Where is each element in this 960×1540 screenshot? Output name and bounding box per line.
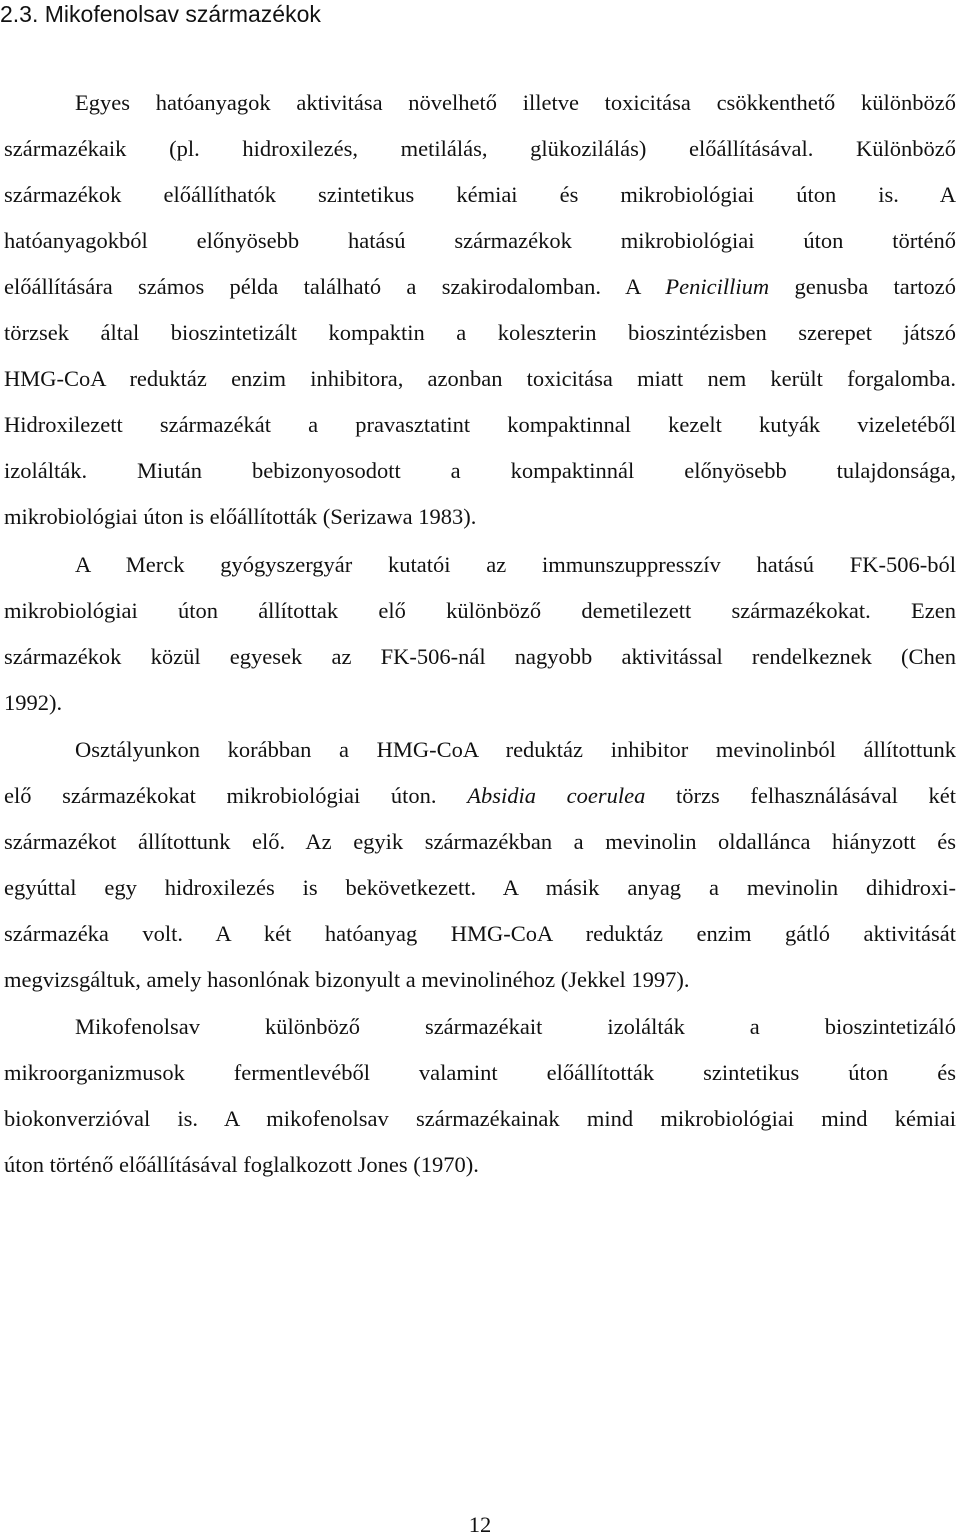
line-text-after-italic: genusba tartozó — [769, 274, 956, 299]
paragraph-1-line-10: mikrobiológiai úton is előállították (Serizawa 1983). — [4, 504, 477, 529]
paragraph-3-line-6: megvizsgáltuk, amely hasonlónak bizonyult a mevinolinéhoz (Jekkel 1997). — [4, 967, 690, 992]
italic-genus-name: Penicillium — [665, 274, 770, 299]
paragraph-2-line-1: A Merck gyógyszergyár kutatói az immunszuppresszív hatású FK-506-ból — [75, 552, 956, 577]
page-number: 12 — [468, 1512, 492, 1537]
paragraph-4-line-4: úton történő előállításával foglalkozott Jones (1970). — [4, 1152, 479, 1177]
paragraph-3-line-1: Osztályunkon korábban a HMG-CoA reduktáz inhibitor mevinolinból állítottunk — [75, 737, 956, 762]
paragraph-1-line-5 — [4, 272, 956, 302]
paragraph-2-line-4: 1992). — [4, 690, 63, 715]
paragraph-1-line-3: származékok előállíthatók szintetikus kémiai és mikrobiológiai úton is. A — [4, 182, 956, 207]
paragraph-2-line-3: származékok közül egyesek az FK-506-nál nagyobb aktivitással rendelkeznek (Chen — [4, 644, 956, 669]
paragraph-4-line-2: mikroorganizmusok fermentlevéből valamint előállították szintetikus úton és — [4, 1060, 956, 1085]
paragraph-3-line-2 — [4, 781, 956, 811]
paragraph-2-line-2: mikrobiológiai úton állítottak elő különböző demetilezett származékokat. Ezen — [4, 598, 956, 623]
paragraph-4-line-3: biokonverzióval is. A mikofenolsav származékainak mind mikrobiológiai mind kémiai — [4, 1106, 956, 1131]
paragraph-1-line-7: HMG-CoA reduktáz enzim inhibitora, azonban toxicitása miatt nem került forgalomba. — [4, 366, 956, 391]
paragraph-1-line-4: hatóanyagokból előnyösebb hatású származékok mikrobiológiai úton történő — [4, 228, 956, 253]
paragraph-1-line-2: származékaik (pl. hidroxilezés, metilálás, glükozilálás) előállításával. Különböző — [4, 136, 956, 161]
paragraph-1-line-9: izolálták. Miután bebizonyosodott a kompaktinnál előnyösebb tulajdonsága, — [4, 458, 956, 483]
line-text-after-italic: törzs felhasználásával két — [645, 783, 956, 808]
line-text-before-italic: elő származékokat mikrobiológiai úton. — [4, 783, 468, 808]
paragraph-1-line-1: Egyes hatóanyagok aktivitása növelhető illetve toxicitása csökkenthető különböző — [75, 90, 956, 115]
paragraph-3-line-4: egyúttal egy hidroxilezés is bekövetkezett. A másik anyag a mevinolin dihidroxi- — [4, 875, 956, 900]
paragraph-3-line-3: származékot állítottunk elő. Az egyik származékban a mevinolin oldallánca hiányzott és — [4, 829, 956, 854]
paragraph-1-line-6: törzsek által bioszintetizált kompaktin a koleszterin bioszintézisben szerepet játszó — [4, 320, 956, 345]
line-text-before-italic: előállítására számos példa található a szakirodalomban. A — [4, 274, 666, 299]
section-heading: 2.3. Mikofenolsav származékok — [0, 1, 321, 27]
italic-species-name: Absidia coerulea — [467, 783, 646, 808]
paragraph-3-line-5: származéka volt. A két hatóanyag HMG-CoA reduktáz enzim gátló aktivitását — [4, 921, 956, 946]
paragraph-4-line-1: Mikofenolsav különböző származékait izolálták a bioszintetizáló — [75, 1014, 956, 1039]
paragraph-1-line-8: Hidroxilezett származékát a pravasztatint kompaktinnal kezelt kutyák vizeletéből — [4, 412, 956, 437]
